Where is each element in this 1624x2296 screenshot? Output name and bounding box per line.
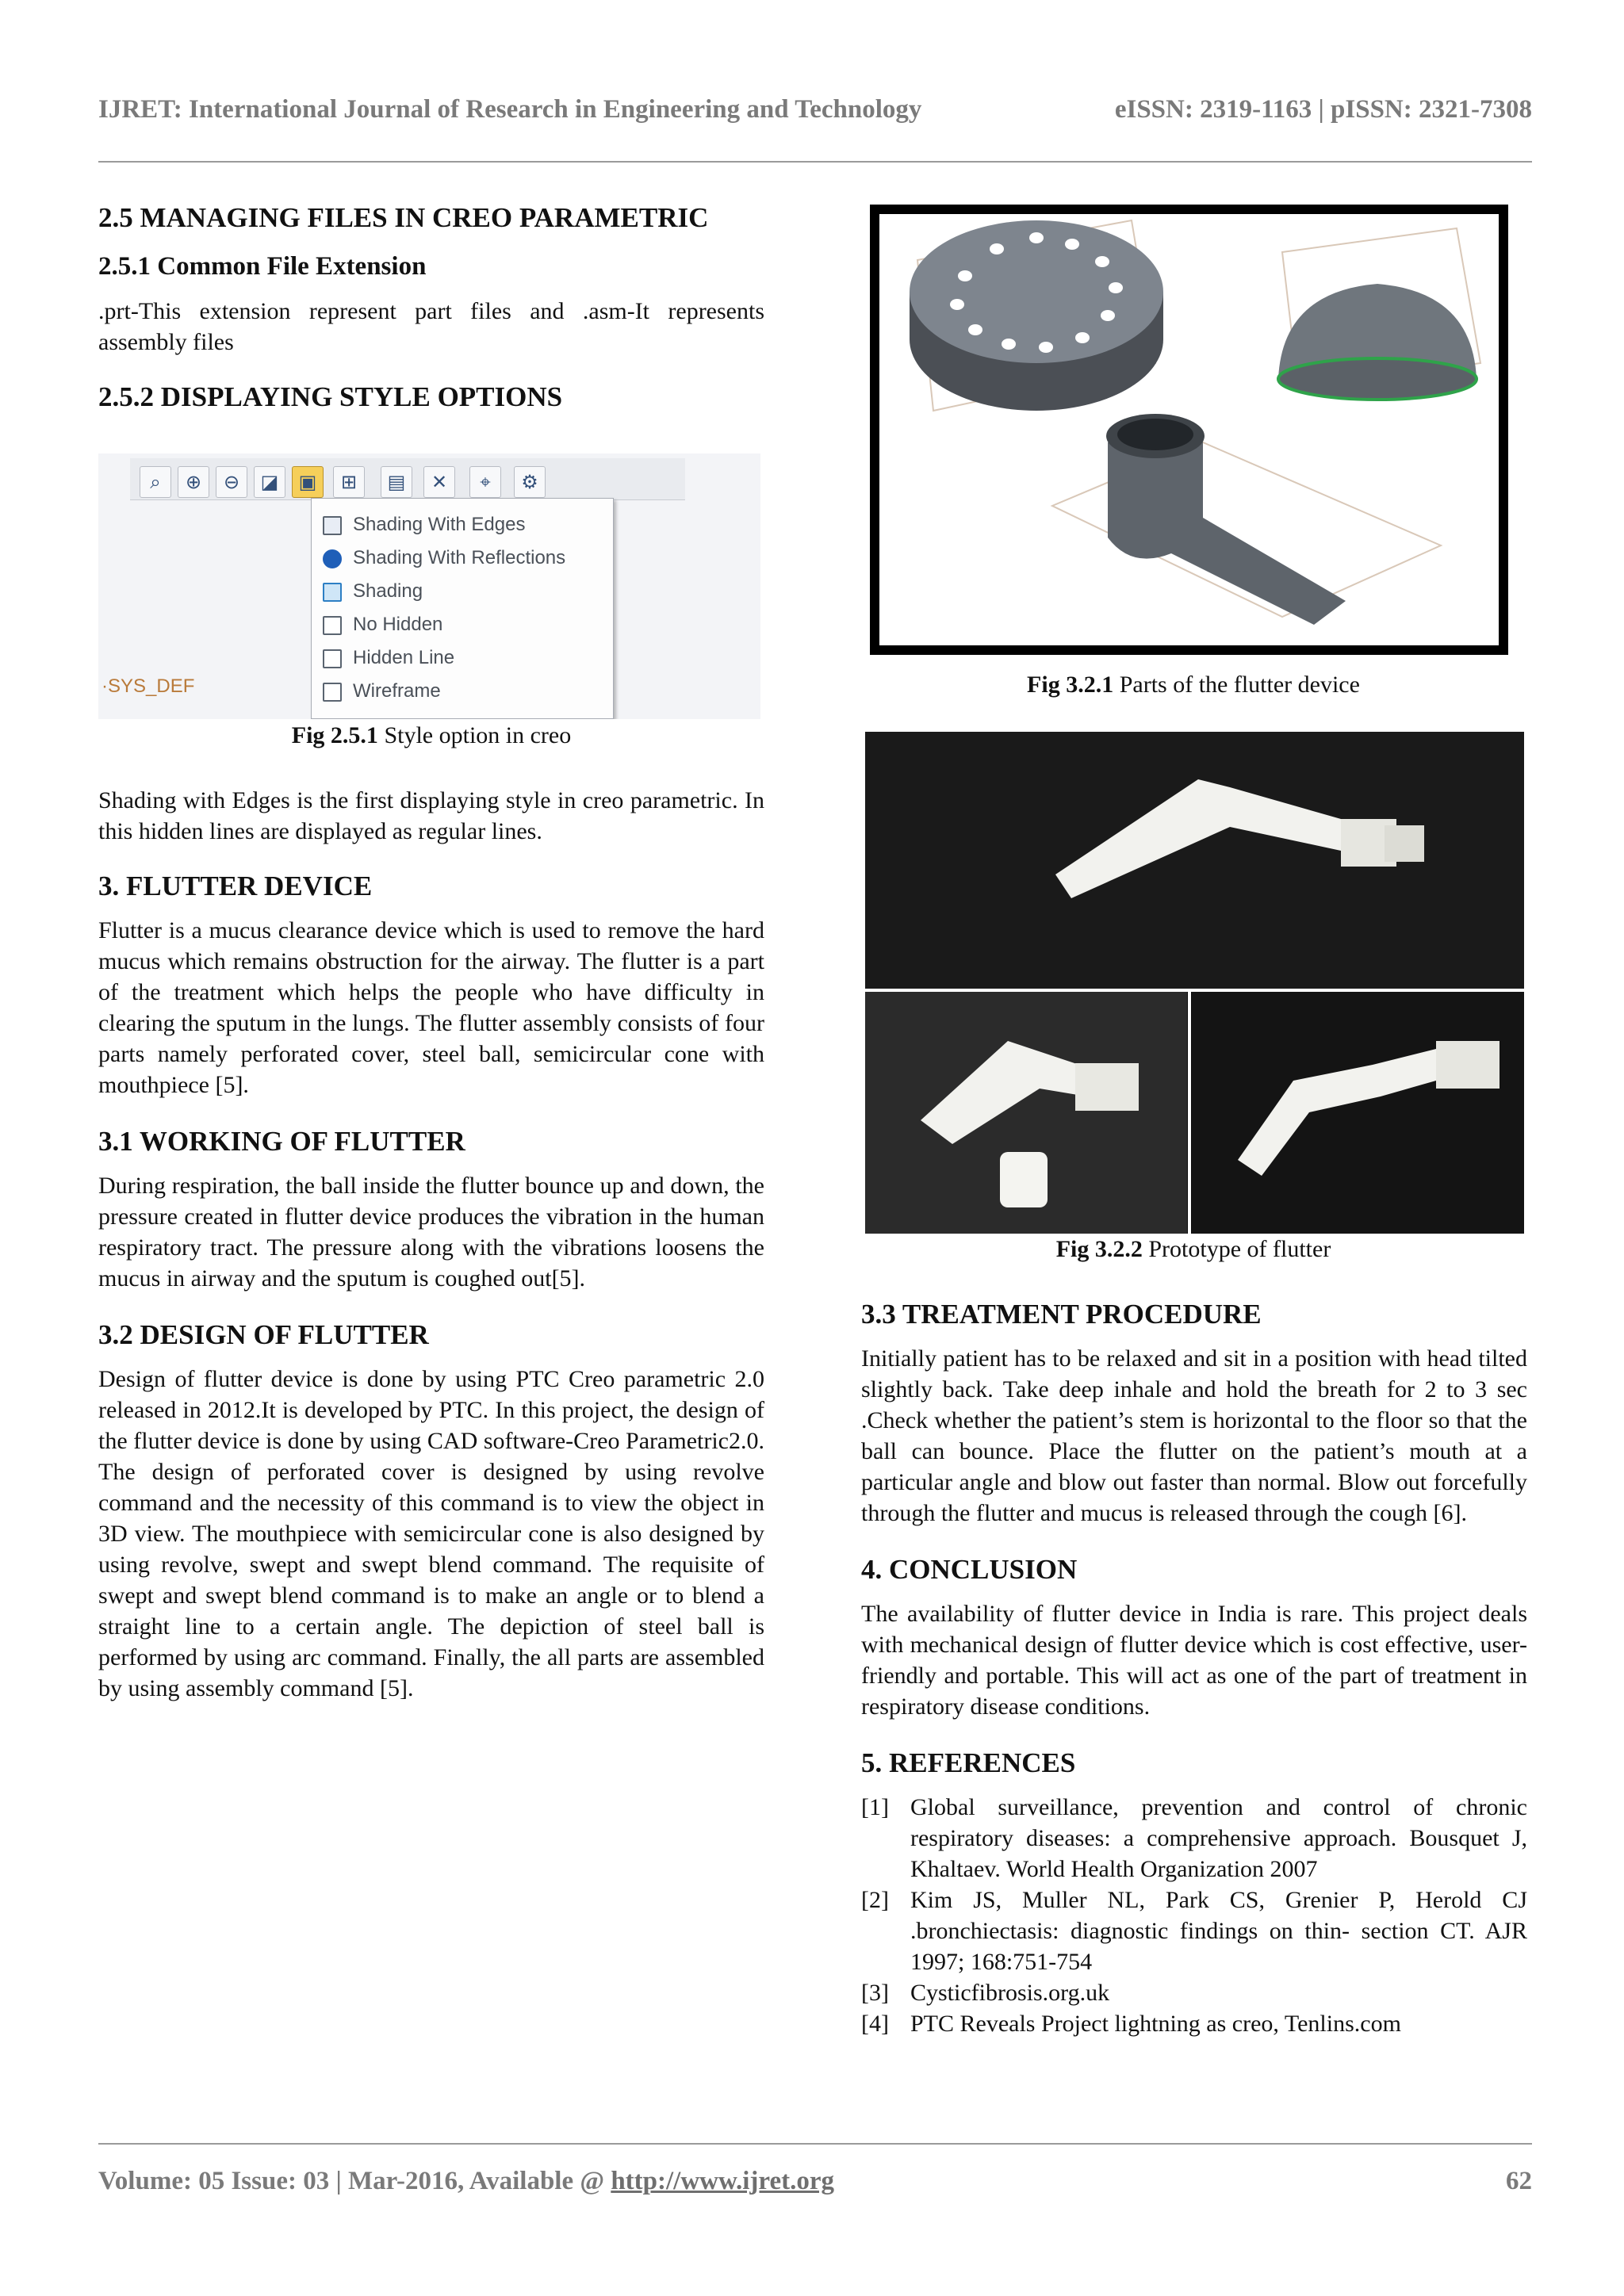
section-2-5-2-heading: 2.5.2 DISPLAYING STYLE OPTIONS	[98, 381, 563, 412]
menu-item-label: No Hidden	[353, 614, 443, 635]
menu-item-label: Wireframe	[353, 680, 441, 702]
menu-item-shading-with-reflections[interactable]	[312, 541, 613, 575]
section-3-2-heading: 3.2 DESIGN OF FLUTTER	[98, 1319, 429, 1350]
fig-3-2-2-caption	[860, 1234, 1526, 1265]
reference-item	[861, 1885, 1527, 1977]
reference-item	[861, 1977, 1527, 2008]
fig-2-5-1-label: Fig 2.5.1	[291, 722, 378, 748]
volume-text: Volume: 05 Issue: 03 | Mar-2016, Available @	[98, 2167, 611, 2195]
journal-title: IJRET: International Journal of Research in Engineering and Technology	[98, 95, 922, 124]
menu-item-label: Shading With Reflections	[353, 547, 566, 568]
section-3-1-heading: 3.1 WORKING OF FLUTTER	[98, 1126, 465, 1157]
running-header	[98, 95, 1532, 127]
section-3-text: Flutter is a mucus clearance device which is used to remove the hard mucus which remains obstruction for the airway. The flutter is a part of the treatment which helps the people who have difficulty in clearing the sputum in the lungs. The flutter assembly consists of four parts namely perforated cover, steel ball, semicircular cone with mouthpiece [5].	[98, 917, 764, 1098]
wireframe-icon	[323, 683, 342, 702]
csys-label: ·SYS_DEF	[102, 675, 195, 697]
footer-rule	[98, 2143, 1532, 2145]
flutter-prototype-photo	[865, 732, 1524, 1234]
section-2-5-1-heading: 2.5.1 Common File Extension	[98, 252, 427, 281]
reference-number: [1]	[861, 1794, 889, 1820]
left-column-top	[98, 201, 764, 415]
fig-2-5-1-text: Style option in creo	[377, 722, 572, 748]
reference-text: PTC Reveals Project lightning as creo, Tenlins.com	[910, 2011, 1401, 2037]
creo-style-options-figure	[98, 453, 760, 719]
creo-toolbar	[130, 458, 685, 500]
reference-text: Global surveillance, prevention and control of chronic respiratory diseases: a comprehensive approach. Bousquet J, Khaltaev. World Health Organization 2007	[910, 1794, 1527, 1882]
running-footer	[98, 2167, 1532, 2198]
menu-item-hidden-line[interactable]	[312, 641, 613, 675]
fig-3-2-2-label: Fig 3.2.2	[1055, 1236, 1143, 1262]
journal-link[interactable]: http://www.ijret.org	[611, 2167, 834, 2195]
zoom-fit-icon[interactable]: ⌕	[140, 466, 171, 498]
menu-item-shading-with-edges[interactable]	[312, 508, 613, 541]
page-number: 62	[1506, 2167, 1532, 2195]
csys-text: SYS_DEF	[108, 675, 195, 697]
fig-3-2-2-text: Prototype of flutter	[1142, 1236, 1331, 1262]
flutter-parts-render	[870, 205, 1508, 655]
fig-2-5-1-caption	[98, 721, 764, 751]
fig-3-2-1-text: Parts of the flutter device	[1113, 672, 1360, 698]
section-4-text: The availability of flutter device in India is rare. This project deals with mechanical design of flutter device which is cost effective, user-friendly and portable. This will act as one of the part of treatment in respiratory disease conditions.	[861, 1601, 1527, 1720]
hidden-line-icon	[323, 649, 342, 668]
reference-number: [2]	[861, 1887, 889, 1913]
prototype-cap	[1000, 1152, 1048, 1207]
view-manager-icon[interactable]: ⚙	[514, 466, 546, 498]
menu-item-label: Shading With Edges	[353, 514, 526, 535]
reference-list	[861, 1792, 1527, 2039]
reference-item	[861, 2008, 1527, 2039]
zoom-in-icon[interactable]: ⊕	[178, 466, 209, 498]
menu-item-shading[interactable]	[312, 575, 613, 608]
menu-item-no-hidden[interactable]	[312, 608, 613, 641]
reference-text: Kim JS, Muller NL, Park CS, Grenier P, Herold CJ .bronchiectasis: diagnostic findings on thin- section CT. AJR 1997; 168:751-754	[910, 1887, 1527, 1975]
fig-3-2-2-image	[865, 732, 1524, 1234]
zoom-out-icon[interactable]: ⊖	[216, 466, 247, 498]
fig-3-2-1-label: Fig 3.2.1	[1027, 672, 1114, 698]
shading-edges-icon	[323, 516, 342, 535]
menu-item-wireframe[interactable]	[312, 675, 613, 708]
volume-info	[98, 2167, 834, 2196]
issn: eISSN: 2319-1163 | pISSN: 2321-7308	[1114, 95, 1532, 124]
section-5-heading: 5. REFERENCES	[861, 1747, 1076, 1778]
saved-views-icon[interactable]: ▤	[381, 466, 412, 498]
menu-item-label: Shading	[353, 580, 423, 602]
shading-paragraph: Shading with Edges is the first displaying style in creo parametric. In this hidden lines are displayed as regular lines.	[98, 787, 764, 844]
section-3-1-text: During respiration, the ball inside the flutter bounce up and down, the pressure created in flutter device produces the vibration in the human respiratory tract. The pressure along with the vibrations loosens the mucus in airway and the sputum is coughed out[5].	[98, 1173, 764, 1292]
section-3-2-text: Design of flutter device is done by using PTC Creo parametric 2.0 released in 2012.It is developed by PTC. In this project, the design of the flutter device is done by using CAD software-Creo Parametric2.0. The design of perforated cover is designed by using revolve command and the necessity of this command is to view the object in 3D view. The mouthpiece with semicircular cone is also designed by using revolve, swept and swept blend command. The requisite of swept and swept blend command is to make an angle or to blend a straight line to a certain angle. The depiction of steel ball is performed by using arc command. Finally, the all parts are assembled by using assembly command [5].	[98, 1366, 764, 1701]
section-2-5-1-text: .prt-This extension represent part files and .asm-It represents assembly files	[98, 298, 764, 355]
section-3-3-text: Initially patient has to be relaxed and sit in a position with head tilted slightly back. Take deep inhale and hold the breath for 2 to 3 sec .Check whether the patient’s stem is horizontal to the floor so that the ball can bounce. Place the flutter on the patient’s mouth at a particular angle and blow out faster than normal. Blow out forcefully through the flutter and mucus is released through the cough [6].	[861, 1345, 1527, 1526]
reference-number: [4]	[861, 2011, 889, 2037]
display-style-menu	[311, 498, 614, 719]
fig-3-2-1-image	[870, 205, 1508, 655]
right-column-body	[861, 1297, 1527, 2039]
annotation-icon[interactable]: ⊞	[333, 466, 365, 498]
section-3-heading: 3. FLUTTER DEVICE	[98, 871, 373, 901]
section-2-5-heading: 2.5 MANAGING FILES IN CREO PARAMETRIC	[98, 202, 709, 233]
shading-icon	[323, 583, 342, 602]
left-column-body	[98, 785, 764, 1704]
no-hidden-icon	[323, 616, 342, 635]
reference-number: [3]	[861, 1980, 889, 2006]
reference-item	[861, 1792, 1527, 1885]
refit-icon[interactable]: ◪	[254, 466, 285, 498]
section-4-heading: 4. CONCLUSION	[861, 1554, 1078, 1585]
shading-reflections-icon	[323, 549, 342, 568]
reference-text: Cysticfibrosis.org.uk	[910, 1980, 1110, 2006]
header-rule	[98, 161, 1532, 163]
display-style-icon[interactable]: ▣	[292, 466, 324, 498]
datum-display-icon[interactable]: ✕	[423, 466, 455, 498]
section-3-3-heading: 3.3 TREATMENT PROCEDURE	[861, 1299, 1262, 1330]
spin-center-icon[interactable]: ⌖	[469, 466, 501, 498]
menu-item-label: Hidden Line	[353, 647, 455, 668]
fig-3-2-1-caption	[860, 670, 1526, 700]
